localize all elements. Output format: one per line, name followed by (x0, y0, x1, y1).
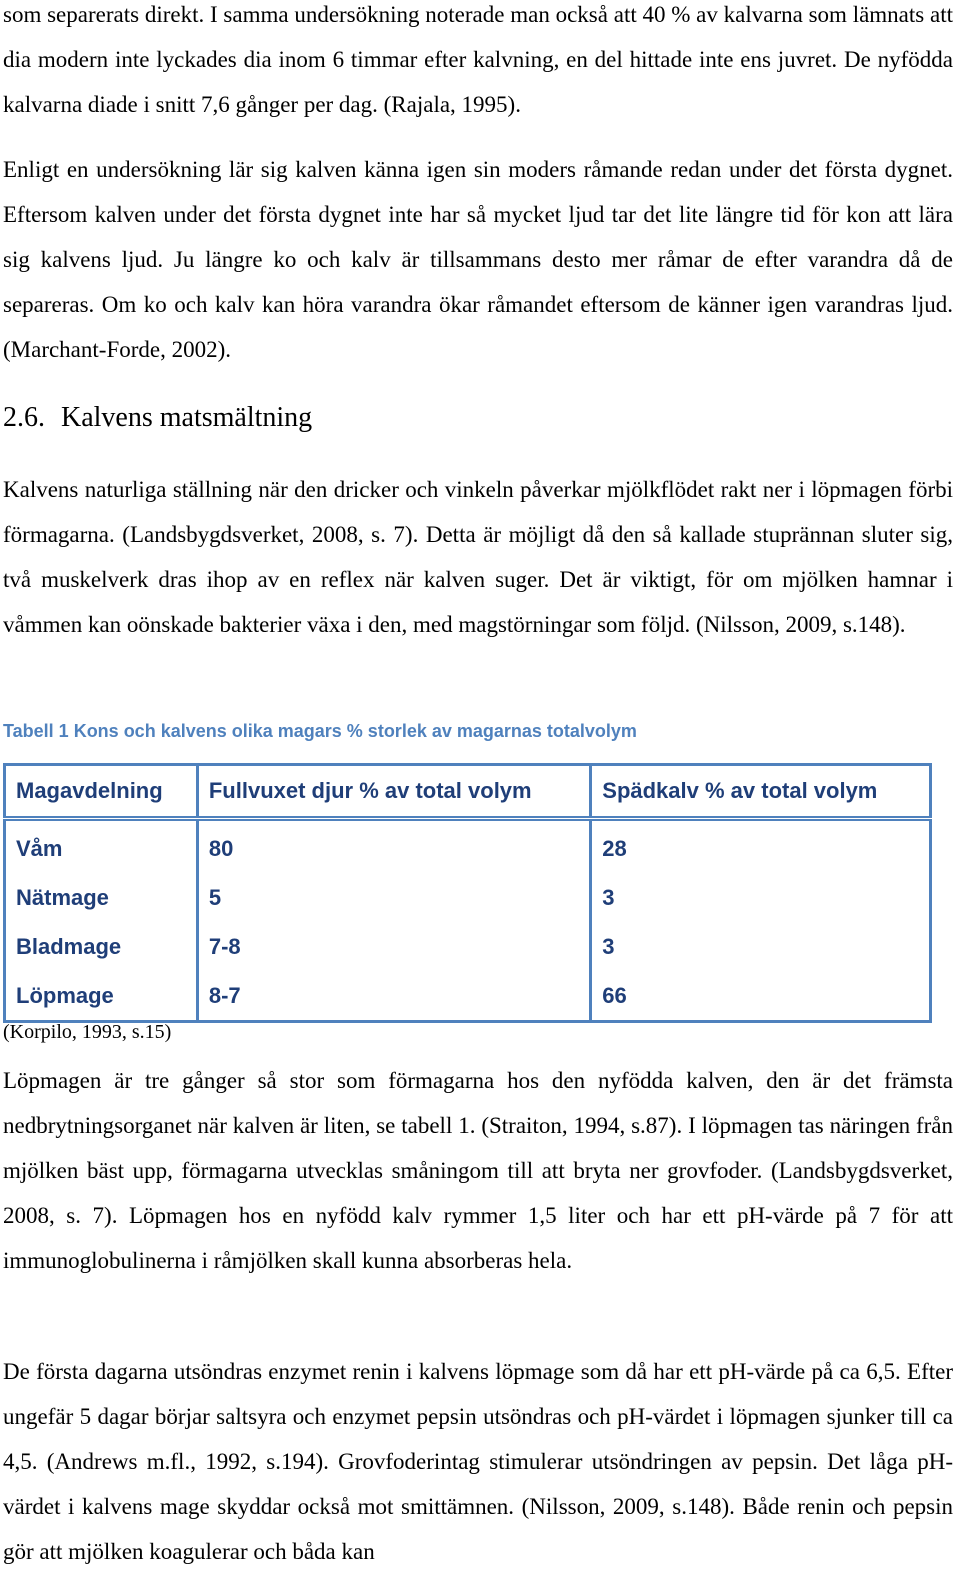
section-title: Kalvens matsmältning (61, 402, 313, 433)
section-number: 2.6. (3, 402, 45, 433)
cell-adult: 7-8 (197, 922, 590, 971)
cell-adult: 5 (197, 873, 590, 922)
cell-calf: 3 (591, 922, 931, 971)
cell-stomach: Nätmage (5, 873, 198, 922)
table-header-row (5, 765, 931, 819)
paragraph-renin-pepsin: De första dagarna utsöndras enzymet renin i kalvens löpmage som då har ett pH-värde på ca 6,5. Efter ungefär 5 dagar börjar saltsyra och enzymet pepsin utsöndras och pH-värdet i löpmagen sjunker till ca 4,5. (Andrews m.fl., 1992, s.194). Grovfoderintag stimulerar utsöndringen av pepsin. Det låga pH-värdet i kalvens mage skyddar också mot smittämnen. (Nilsson, 2009, s.148). Både renin och pepsin gör att mjölken koagulerar och båda kan (3, 1359, 953, 1564)
cell-calf: 3 (591, 873, 931, 922)
section-heading (3, 394, 312, 442)
header-magavdelning: Magavdelning (5, 765, 198, 819)
paragraph-rajala: som separerats direkt. I samma undersökning noterade man också att 40 % av kalvarna som lämnats att dia modern inte lyckades dia inom 6 timmar efter kalvning, en del hittade inte ens juvret. De nyfödda kalvarna diade i snitt 7,6 gånger per dag. (Rajala, 1995). (3, 2, 953, 117)
cell-stomach: Våm (5, 819, 198, 874)
table-caption: Tabell 1 Kons och kalvens olika magars % storlek av magarnas totalvolym (3, 721, 637, 741)
cell-calf: 66 (591, 971, 931, 1022)
header-fullvuxet: Fullvuxet djur % av total volym (197, 765, 590, 819)
paragraph-kalvens-stallning: Kalvens naturliga ställning när den dricker och vinkeln påverkar mjölkflödet rakt ner i löpmagen förbi förmagarna. (Landsbygdsverket, 2008, s. 7). Detta är möjligt då den så kallade stuprännan sluter sig, två muskelverk dras ihop av en reflex när kalven suger. Det är viktigt, för om mjölken hamnar i våmmen kan oönskade bakterier växa i den, med magstörningar som följd. (Nilsson, 2009, s.148). (3, 477, 953, 637)
table-row (5, 922, 931, 971)
stomach-volume-table (3, 763, 932, 1023)
cell-adult: 80 (197, 819, 590, 874)
paragraph-lopmagen: Löpmagen är tre gånger så stor som förmagarna hos den nyfödda kalven, den är det främsta nedbrytningsorganet när kalven är liten, se tabell 1. (Straiton, 1994, s.87). I löpmagen tas näringen från mjölken bäst upp, förmagarna utvecklas småningom till att bryta ner grovfoder. (Landsbygdsverket, 2008, s. 7). Löpmagen hos en nyfödd kalv rymmer 1,5 liter och har ett pH-värde på 7 för att immunoglobulinerna i råmjölken skall kunna absorberas hela. (3, 1068, 953, 1273)
paragraph-marchant-forde: Enligt en undersökning lär sig kalven känna igen sin moders råmande redan under det första dygnet. Eftersom kalven under det första dygnet inte har så mycket ljud tar det lite längre tid för kon att lära sig kalvens ljud. Ju längre ko och kalv är tillsammans desto mer råmar de efter varandra då de separeras. Om ko och kalv kan höra varandra ökar råmandet eftersom de känner igen varandras ljud. (Marchant-Forde, 2002). (3, 157, 953, 362)
header-spadkalv: Spädkalv % av total volym (591, 765, 931, 819)
cell-adult: 8-7 (197, 971, 590, 1022)
table-row (5, 873, 931, 922)
table-source: (Korpilo, 1993, s.15) (3, 1021, 172, 1043)
table-row (5, 971, 931, 1022)
cell-stomach: Bladmage (5, 922, 198, 971)
table-row (5, 819, 931, 874)
cell-stomach: Löpmage (5, 971, 198, 1022)
cell-calf: 28 (591, 819, 931, 874)
